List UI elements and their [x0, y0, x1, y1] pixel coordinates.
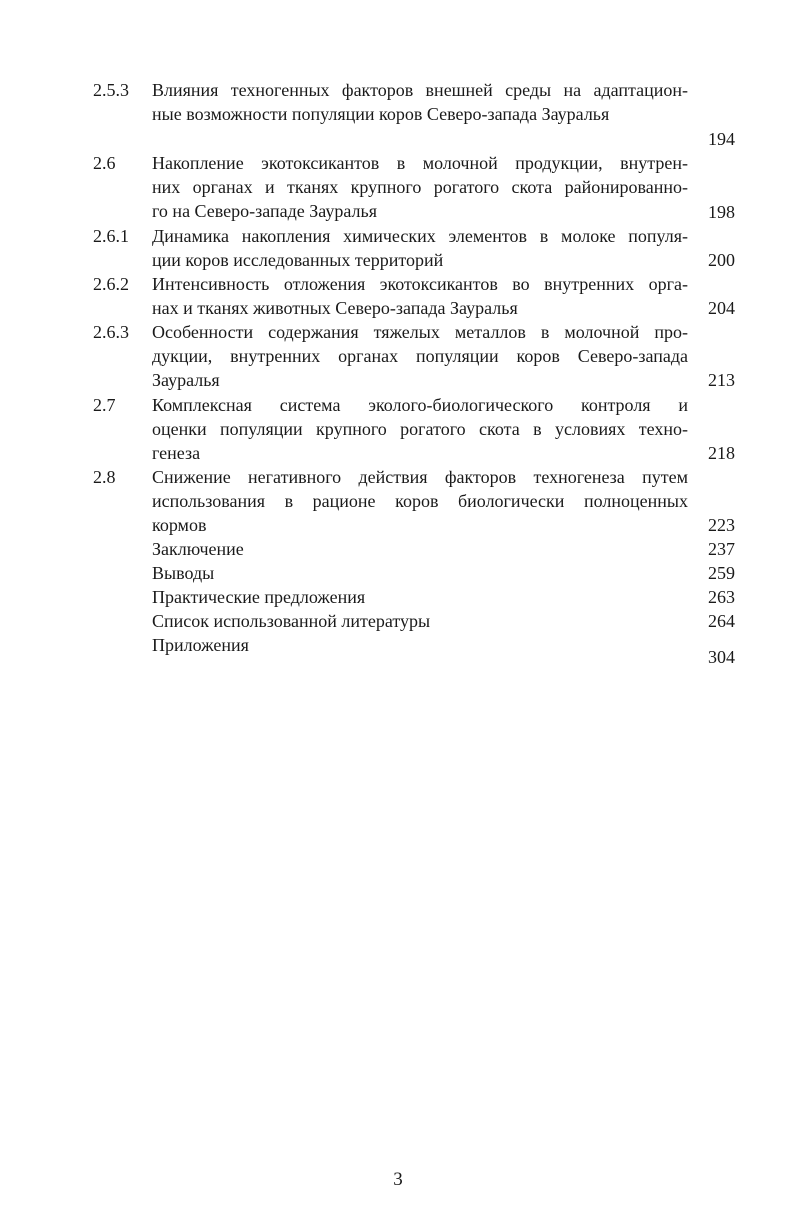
toc-entry-title-line: оценки популяции крупного рогатого скота в условиях техно-: [152, 419, 688, 439]
page-number: 3: [393, 1169, 403, 1190]
toc-entry-title-line: Приложения: [152, 635, 249, 655]
toc-entry-page: 304: [708, 647, 735, 667]
toc-entry-title-line: них органах и тканях крупного рогатого скота районированно-: [152, 177, 688, 197]
toc-entry-number: 2.6.1: [93, 226, 129, 246]
toc-entry-title-line: кормов: [152, 515, 207, 535]
toc-entry-title-line: Влияния техногенных факторов внешней среды на адаптацион-: [152, 80, 688, 100]
toc-entry-number: 2.6.2: [93, 274, 129, 294]
toc-entry-title-line: Динамика накопления химических элементов в молоке популя-: [152, 226, 688, 246]
toc-entry-page: 263: [708, 587, 735, 607]
toc-entry-number: 2.6: [93, 153, 116, 173]
toc-entry-title-line: Накопление экотоксикантов в молочной продукции, внутрен-: [152, 153, 688, 173]
toc-entry-title-line: Комплексная система эколого-биологического контроля и: [152, 395, 688, 415]
toc-entry-page: 237: [708, 539, 735, 559]
toc-entry-number: 2.5.3: [93, 80, 129, 100]
toc-entry-number: 2.6.3: [93, 322, 129, 342]
toc-entry-number: 2.8: [93, 467, 116, 487]
toc-entry-title-line: Заключение: [152, 539, 244, 559]
toc-entry-title-line: Практические предложения: [152, 587, 366, 607]
toc-entry-title-line: нах и тканях животных Северо-запада Зауралья: [152, 298, 518, 318]
toc-entry-title-line: использования в рационе коров биологически полноценных: [152, 491, 688, 511]
toc-entry-title-line: генеза: [152, 443, 201, 463]
toc-entry-page: 204: [708, 298, 735, 318]
toc-entry-title-line: Зауралья: [152, 370, 220, 390]
toc-entry-number: 2.7: [93, 395, 116, 415]
toc-entry-title-line: ные возможности популяции коров Северо-запада Зауралья: [152, 104, 610, 124]
toc-entry-page: 200: [708, 250, 735, 270]
toc-entry-title-line: Список использованной литературы: [152, 611, 431, 631]
toc-entry-page: 194: [708, 129, 735, 149]
toc-entry-page: 223: [708, 515, 735, 535]
toc-entry-page: 259: [708, 563, 735, 583]
toc-entry-title-line: Выводы: [152, 563, 215, 583]
toc-entry-page: 218: [708, 443, 735, 463]
toc-entry-title-line: ции коров исследованных территорий: [152, 250, 444, 270]
toc-entry-page: 198: [708, 202, 735, 222]
toc-entry-title-line: Особенности содержания тяжелых металлов в молочной про-: [152, 322, 688, 342]
toc-entry-title-line: го на Северо-западе Зауралья: [152, 201, 377, 221]
toc-entry-title-line: дукции, внутренних органах популяции коров Северо-запада: [152, 346, 688, 366]
toc-entry-title-line: Снижение негативного действия факторов техногенеза путем: [152, 467, 688, 487]
toc-entry-page: 213: [708, 370, 735, 390]
toc-entry-page: 264: [708, 611, 735, 631]
toc-entry-title-line: Интенсивность отложения экотоксикантов во внутренних орга-: [152, 274, 688, 294]
